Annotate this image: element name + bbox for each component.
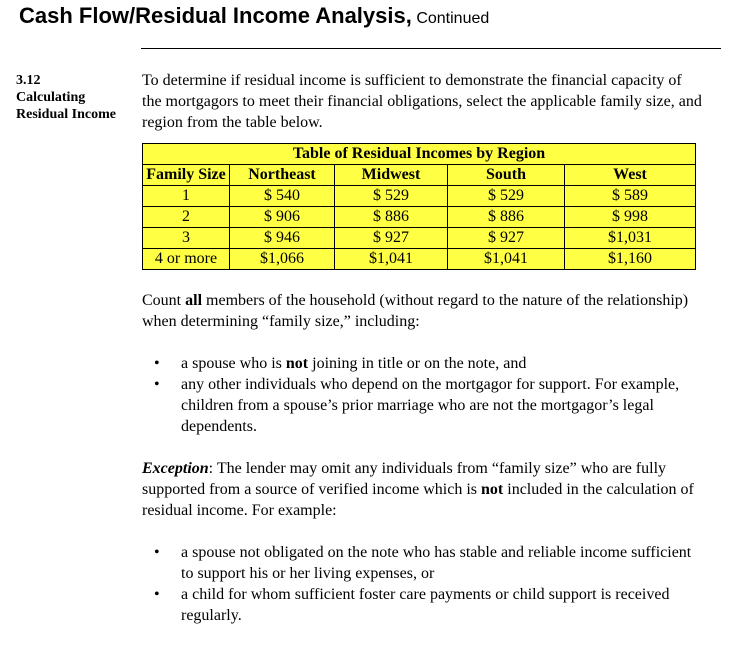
count-text-bold: all <box>185 292 203 309</box>
table-row <box>143 249 696 270</box>
northeast-cell: $ 540 <box>230 186 335 207</box>
exception-text-pre: : The lender may omit any individuals from “family size” who are fully supported from a source of verified income which is <box>142 460 667 498</box>
exception-text-post: included in the calculation of residual income. For example: <box>142 481 694 519</box>
count-text-pre: Count <box>142 292 186 309</box>
family-size-cell: 1 <box>143 186 230 207</box>
list-item-text-pre: a spouse who is <box>181 355 286 372</box>
section-label <box>16 72 136 123</box>
south-cell: $ 886 <box>448 207 565 228</box>
column-header-midwest: Midwest <box>335 165 448 186</box>
west-cell: $1,160 <box>565 249 696 270</box>
table-row <box>143 228 696 249</box>
bullet-icon: • <box>154 355 160 372</box>
south-cell: $1,041 <box>448 249 565 270</box>
bullet-icon: • <box>154 586 160 603</box>
list-item-text-bold: not <box>285 355 309 372</box>
column-header-west: West <box>565 165 696 186</box>
continued-label: Continued <box>416 10 490 27</box>
table-caption: Table of Residual Incomes by Region <box>143 144 696 165</box>
bullet-icon: • <box>154 376 160 393</box>
west-cell: $1,031 <box>565 228 696 249</box>
list-item <box>142 353 702 374</box>
count-paragraph <box>142 290 702 332</box>
list-item-text: a child for whom sufficient foster care payments or child support is received regularly. <box>181 586 670 624</box>
section-number: 3.12 <box>16 73 41 88</box>
page-title: Cash Flow/Residual Income Analysis, <box>19 3 412 28</box>
midwest-cell: $ 886 <box>335 207 448 228</box>
list-item <box>142 584 702 626</box>
page-heading <box>19 3 489 29</box>
column-header-south: South <box>448 165 565 186</box>
residual-income-table <box>142 143 696 270</box>
list-item <box>142 374 702 437</box>
intro-paragraph: To determine if residual income is sufficient to demonstrate the financial capacity of the mortgagors to meet their financial obligations, select the applicable family size, and region from the table below. <box>142 72 702 131</box>
midwest-cell: $ 927 <box>335 228 448 249</box>
family-size-cell: 2 <box>143 207 230 228</box>
bullet-icon: • <box>154 544 160 561</box>
count-text-post: members of the household (without regard to the nature of the relationship) when determining “family size,” including: <box>142 292 689 330</box>
family-size-list <box>142 353 702 437</box>
list-item-text: any other individuals who depend on the mortgagor for support. For example, children from a spouse’s prior marriage who are not the mortgagor’s legal dependents. <box>181 376 680 435</box>
midwest-cell: $1,041 <box>335 249 448 270</box>
table-row <box>143 186 696 207</box>
section-content <box>142 70 702 626</box>
heading-rule <box>141 48 721 49</box>
exception-text-bold: not <box>481 481 504 498</box>
table-row <box>143 207 696 228</box>
northeast-cell: $1,066 <box>230 249 335 270</box>
northeast-cell: $ 906 <box>230 207 335 228</box>
family-size-cell: 3 <box>143 228 230 249</box>
midwest-cell: $ 529 <box>335 186 448 207</box>
table-header-row <box>143 165 696 186</box>
list-item-text-post: joining in title or on the note, and <box>308 355 527 372</box>
list-item-text: a spouse not obligated on the note who has stable and reliable income sufficient to support his or her living expenses, or <box>181 544 692 582</box>
west-cell: $ 589 <box>565 186 696 207</box>
northeast-cell: $ 946 <box>230 228 335 249</box>
exception-label: Exception <box>142 460 209 477</box>
exception-paragraph <box>142 458 702 521</box>
list-item <box>142 542 702 584</box>
family-size-cell: 4 or more <box>143 249 230 270</box>
exception-examples-list <box>142 542 702 626</box>
section-title-line1: Calculating <box>16 90 86 105</box>
column-header-northeast: Northeast <box>230 165 335 186</box>
south-cell: $ 927 <box>448 228 565 249</box>
section-title-line2: Residual Income <box>16 107 116 122</box>
west-cell: $ 998 <box>565 207 696 228</box>
south-cell: $ 529 <box>448 186 565 207</box>
column-header-family-size: Family Size <box>143 165 230 186</box>
